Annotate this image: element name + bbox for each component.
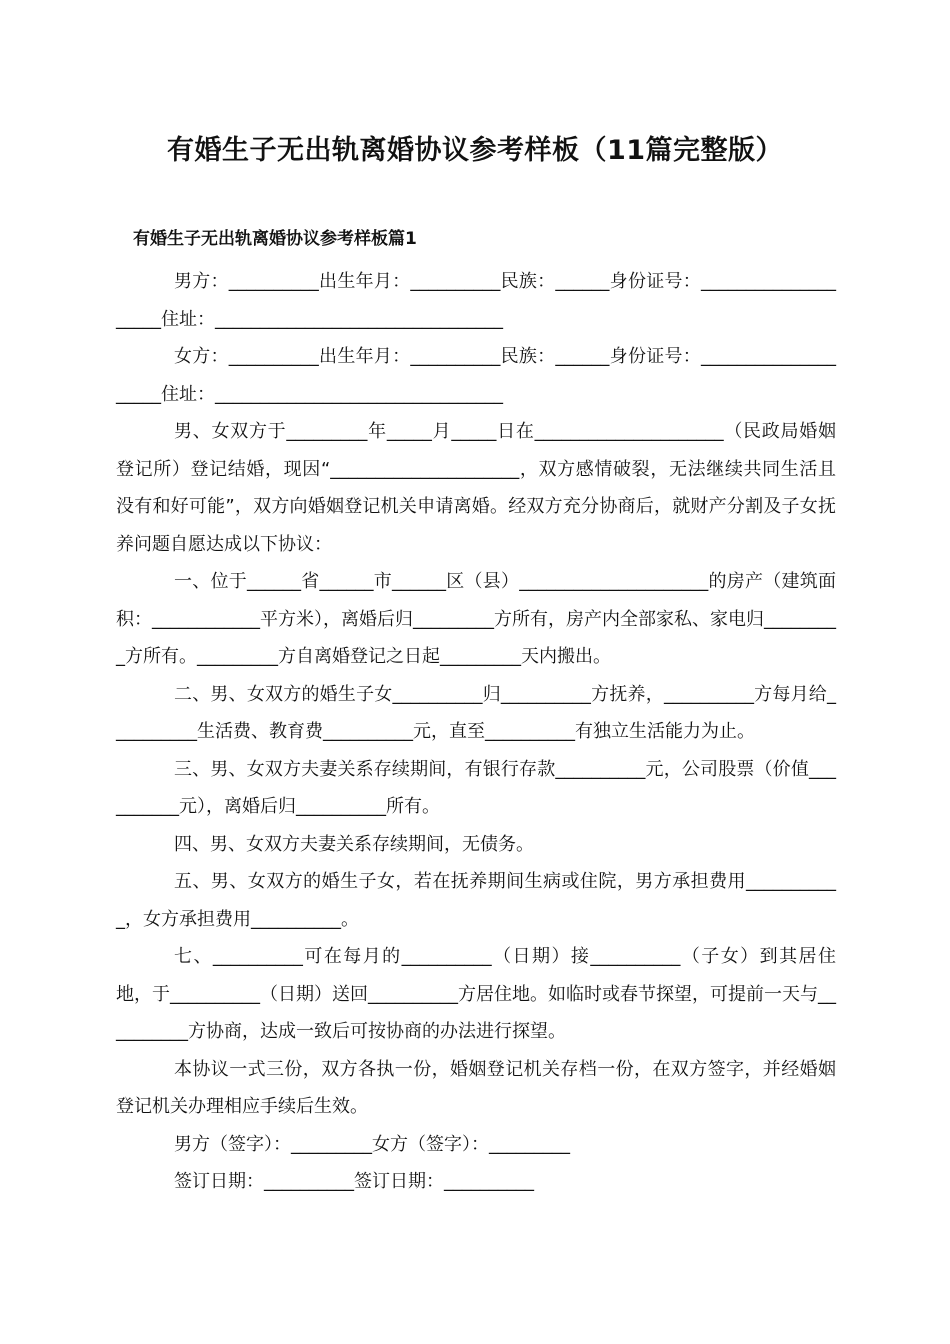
marriage-statement: 男、女双方于_________年_____月_____日在_____________________（民政局婚姻登记所）登记结婚，现因“_____________________，双方感情破裂，无法继续共同生活且没有和好可能”，双方向婚姻登记机关申请离婚。经双方充分协商后，就财产分割及子女抚养问题自愿达成以下协议： [116, 421, 836, 555]
document-title: 有婚生子无出轨离婚协议参考样板（11篇完整版） [166, 135, 784, 166]
signing-date-line: 签订日期：__________签订日期：__________ [174, 1171, 534, 1192]
section-title: 有婚生子无出轨离婚协议参考样板篇1 [133, 229, 417, 249]
clause-medical-costs: 五、男、女双方的婚生子女，若在抚养期间生病或住院，男方承担费用___________，女方承担费用__________。 [116, 871, 836, 930]
clause-visitation: 七、__________可在每月的__________（日期）接__________（子女）到其居住地，于__________（日期）送回__________方居住地。如临时或春节探望，可提前一天与__________方协商，达成一致后可按协商的办法进行探望。 [116, 946, 836, 1042]
signature-line: 男方（签字）：_________女方（签字）：_________ [174, 1133, 570, 1155]
clause-savings-stocks: 三、男、女双方夫妻关系存续期间，有银行存款__________元，公司股票（价值__________元），离婚后归__________所有。 [116, 758, 836, 817]
clause-copies-effect: 本协议一式三份，双方各执一份，婚姻登记机关存档一份，在双方签字，并经婚姻登记机关办理相应手续后生效。 [116, 1058, 836, 1117]
clause-child-custody: 二、男、女双方的婚生子女__________归__________方抚养，__________方每月给__________生活费、教育费__________元，直至__________有独立生活能力为止。 [116, 683, 836, 742]
agreement-body [116, 263, 836, 1201]
clause-property: 一、位于______省______市______区（县）_____________________的房产（建筑面积：____________平方米），离婚后归_________方所有，房产内全部家私、家电归_________方所有。_________方自离婚登记之日起_________天内搬出。 [116, 571, 836, 667]
clause-debts: 四、男、女双方夫妻关系存续期间，无债务。 [174, 833, 534, 855]
female-party-info: 女方：__________出生年月：__________民族：______身份证号：____________________住址：________________________________ [116, 346, 836, 405]
male-party-info: 男方：__________出生年月：__________民族：______身份证号：____________________住址：________________________________ [116, 271, 836, 330]
